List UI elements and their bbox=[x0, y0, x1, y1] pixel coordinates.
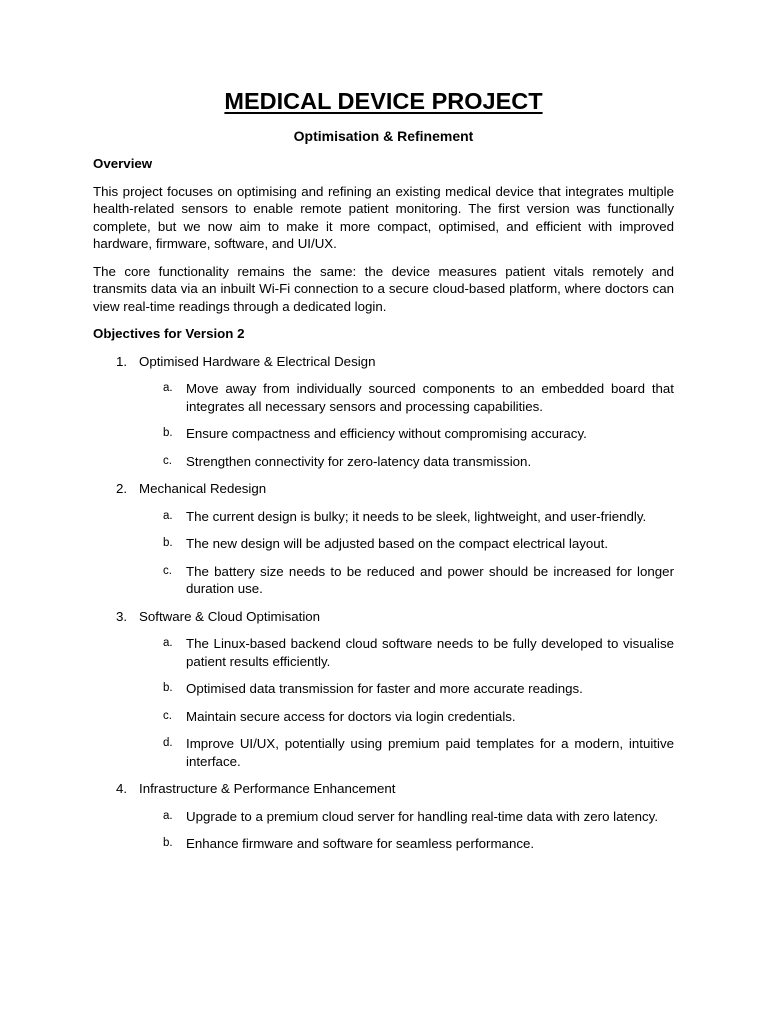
sub-item bbox=[139, 380, 674, 415]
sub-item bbox=[139, 535, 674, 553]
sub-item bbox=[139, 835, 674, 853]
sub-list bbox=[139, 808, 674, 853]
document-body bbox=[93, 86, 674, 863]
objective-title: Infrastructure & Performance Enhancement bbox=[139, 781, 396, 796]
sub-item-letter: a. bbox=[163, 509, 173, 522]
sub-item-letter: b. bbox=[163, 682, 173, 694]
objective-title: Mechanical Redesign bbox=[139, 481, 267, 496]
objective-number: 1. bbox=[116, 353, 128, 369]
objectives-list bbox=[93, 353, 674, 853]
sub-item-text: The Linux-based backend cloud software needs to be fully developed to visualise patient results efficiently. bbox=[186, 636, 674, 669]
sub-item-letter: b. bbox=[163, 537, 173, 549]
sub-item-letter: b. bbox=[163, 837, 173, 849]
objective-label bbox=[116, 480, 674, 498]
sub-item bbox=[139, 708, 674, 726]
objective-title: Software & Cloud Optimisation bbox=[139, 608, 321, 624]
sub-list bbox=[139, 635, 674, 770]
overview-paragraph: This project focuses on optimising and refining an existing medical device that integrates multiple health-related sensors to enable remote patient monitoring. The first version was functionally complete, but we now aim to make it more compact, optimised, and efficient with improved hardware, firmware, software, and UI/UX. bbox=[93, 183, 674, 251]
sub-item-letter: a. bbox=[163, 637, 173, 649]
sub-item-text: The new design will be adjusted based on the compact electrical layout. bbox=[186, 536, 609, 551]
sub-item-letter: b. bbox=[163, 427, 173, 439]
objective-item bbox=[93, 608, 674, 771]
document-subtitle: Optimisation & Refinement bbox=[293, 128, 474, 144]
sub-item bbox=[139, 635, 674, 670]
objective-number: 3. bbox=[116, 608, 128, 624]
sub-item-text: Maintain secure access for doctors via login credentials. bbox=[186, 708, 516, 724]
objective-item bbox=[93, 480, 674, 598]
objective-item bbox=[93, 353, 674, 471]
sub-item-text: Upgrade to a premium cloud server for handling real-time data with zero latency. bbox=[186, 808, 659, 824]
sub-item-text: Move away from individually sourced components to an embedded board that integrates all necessary sensors and processing capabilities. bbox=[186, 381, 674, 414]
sub-item bbox=[139, 563, 674, 598]
sub-item-letter: d. bbox=[163, 737, 173, 749]
sub-list bbox=[139, 508, 674, 598]
sub-item-text: Improve UI/UX, potentially using premium paid templates for a modern, intuitive interface. bbox=[186, 736, 674, 769]
objective-number: 2. bbox=[116, 481, 128, 496]
sub-item-text: Optimised data transmission for faster and more accurate readings. bbox=[186, 681, 583, 696]
objective-label bbox=[116, 780, 674, 798]
sub-item bbox=[139, 680, 674, 698]
sub-item-letter: c. bbox=[163, 564, 172, 577]
overview-heading: Overview bbox=[93, 156, 153, 171]
sub-item-text: Enhance firmware and software for seamless performance. bbox=[186, 836, 535, 851]
sub-list bbox=[139, 380, 674, 470]
sub-item-letter: c. bbox=[163, 709, 172, 722]
sub-item bbox=[139, 508, 674, 526]
sub-item bbox=[139, 808, 674, 826]
sub-item-text: The battery size needs to be reduced and power should be increased for longer duration use. bbox=[186, 563, 674, 596]
sub-item bbox=[139, 735, 674, 770]
objective-title: Optimised Hardware & Electrical Design bbox=[139, 353, 376, 369]
objective-item bbox=[93, 780, 674, 853]
sub-item bbox=[139, 453, 674, 471]
objective-number: 4. bbox=[116, 781, 128, 796]
sub-item-letter: c. bbox=[163, 454, 172, 467]
sub-item-text: Ensure compactness and efficiency without compromising accuracy. bbox=[186, 426, 587, 441]
objectives-heading: Objectives for Version 2 bbox=[93, 326, 245, 341]
objective-label bbox=[116, 353, 674, 371]
objective-label bbox=[116, 608, 674, 626]
sub-item bbox=[139, 425, 674, 443]
sub-item-text: The current design is bulky; it needs to be sleek, lightweight, and user-friendly. bbox=[186, 508, 647, 524]
document-title: MEDICAL DEVICE PROJECT bbox=[224, 88, 543, 114]
sub-item-letter: a. bbox=[163, 382, 173, 394]
overview-paragraph: The core functionality remains the same: the device measures patient vitals remotely and transmits data via an inbuilt Wi-Fi connection to a secure cloud-based platform, where doctors can view real-time readings through a dedicated login. bbox=[93, 263, 674, 314]
sub-item-letter: a. bbox=[163, 809, 173, 822]
sub-item-text: Strengthen connectivity for zero-latency data transmission. bbox=[186, 453, 532, 469]
